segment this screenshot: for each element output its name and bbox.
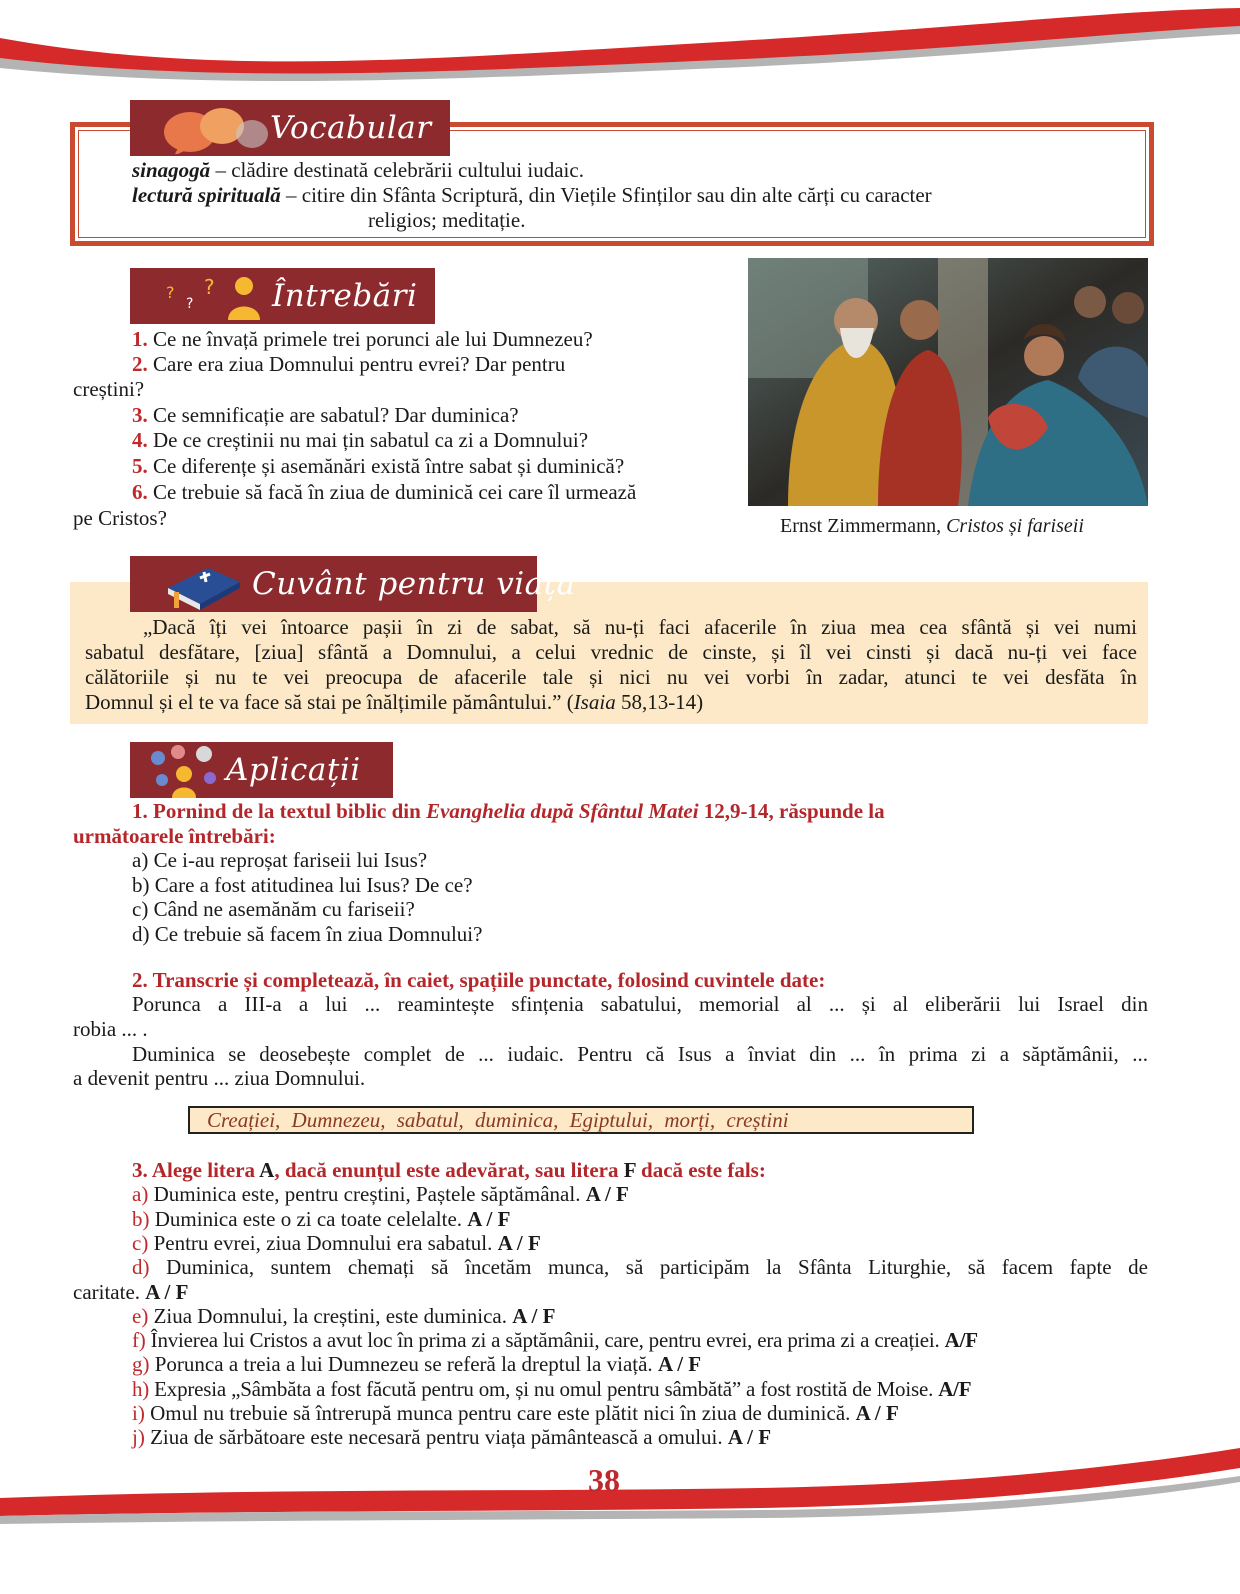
ex3-item-j: j) Ziua de sărbătoare este necesară pentru viața pământească a omului. A / F: [132, 1425, 772, 1449]
question-6-cont: pe Cristos?: [73, 506, 167, 530]
ex3-item-g: g) Porunca a treia a lui Dumnezeu se referă la dreptul la viață. A / F: [132, 1352, 702, 1376]
thinking-person-icon: [148, 744, 228, 798]
vocabulary-header: [130, 100, 450, 156]
ex3-item-c: c) Pentru evrei, ziua Domnului era sabatul. A / F: [132, 1231, 541, 1255]
ex1-title-cont: următoarele întrebări:: [73, 824, 276, 848]
ex1-item-d: d) Ce trebuie să facem în ziua Domnului?: [132, 922, 483, 946]
painting-image: [748, 258, 1148, 506]
ex3-item-h: h) Expresia „Sâmbăta a fost făcută pentru om, și nu omul pentru sâmbătă” a fost rostită de Moise. A/F: [132, 1377, 972, 1401]
question-person-icon: [160, 272, 270, 322]
ex2-p2-line2: a devenit pentru ... ziua Domnului.: [73, 1066, 366, 1090]
ex3-item-a: a) Duminica este, pentru creștini, Paștele săptămânal. A / F: [132, 1182, 629, 1206]
question-5: 5. Ce diferențe și asemănări există între sabat și duminică?: [132, 454, 625, 478]
ex1-item-c: c) Când ne asemănăm cu fariseii?: [132, 897, 415, 921]
top-wave-decoration: [0, 0, 1240, 90]
quote-line-2: sabatul desfătare, [ziua] sfântă a Domnului, a celui vrednic de cinste, și îl vei cinsti și dacă nu-ți vei face: [85, 640, 1137, 664]
ex1-item-b: b) Care a fost atitudinea lui Isus? De ce?: [132, 873, 473, 897]
applications-header: [130, 742, 393, 798]
questions-header: [130, 268, 435, 324]
vocab-definition: – clădire destinată celebrării cultului iudaic.: [215, 158, 584, 182]
bottom-wave-decoration: [0, 1448, 1240, 1594]
ex2-title: 2. Transcrie și completează, în caiet, spațiile punctate, folosind cuvintele date:: [132, 968, 826, 992]
ex3-item-b: b) Duminica este o zi ca toate celelalte. A / F: [132, 1207, 511, 1231]
painting-caption: Ernst Zimmermann, Cristos și fariseii: [780, 515, 1084, 537]
quote-line-1: „Dacă îți vei întoarce pașii în zi de sabat, să nu-ți faci afacerile în ziua mea cea sfântă și vei numi: [143, 615, 1137, 639]
speech-bubbles-icon: [160, 104, 270, 154]
bible-book-icon: [164, 558, 244, 612]
svg-text:?: ?: [186, 296, 194, 312]
question-6: 6. Ce trebuie să facă în ziua de duminică cei care îl urmează: [132, 480, 637, 504]
ex1-title: 1. Pornind de la textul biblic din Evanghelia după Sfântul Matei 12,9-14, răspunde la: [132, 799, 885, 823]
word-bank: Creației, Dumnezeu, sabatul, duminica, Egiptului, morți, creștini: [207, 1108, 789, 1132]
ex3-item-d: d) Duminica, suntem chemați să încetăm munca, să participăm la Sfânta Liturghie, să facem fapte de: [132, 1255, 1148, 1279]
ex3-item-f: f) Învierea lui Cristos a avut loc în prima zi a săptămânii, care, pentru evrei, era prima zi a creației. A/F: [132, 1328, 978, 1352]
ex2-p1-line2: robia ... .: [73, 1017, 148, 1041]
vocab-term: sinagogă: [132, 158, 211, 182]
questions-title: Întrebări: [272, 278, 418, 314]
question-2-cont: creștini?: [73, 377, 145, 401]
word-bank-box: [188, 1106, 974, 1134]
question-4: 4. De ce creștinii nu mai țin sabatul ca zi a Domnului?: [132, 428, 589, 452]
svg-text:?: ?: [166, 283, 175, 302]
vocab-term: lectură spirituală: [132, 183, 281, 207]
ex3-title: 3. Alege litera A, dacă enunțul este adevărat, sau litera F dacă este fals:: [132, 1158, 766, 1182]
quote-line-4: Domnul și el te va face să stai pe înălțimile pământului.” (Isaia 58,13-14): [85, 690, 704, 714]
vocabulary-title: Vocabular: [270, 110, 432, 146]
question-1: 1. Ce ne învață primele trei porunci ale lui Dumnezeu?: [132, 327, 593, 351]
vocab-entry-2: [132, 183, 932, 209]
ex1-item-a: a) Ce i-au reproșat fariseii lui Isus?: [132, 848, 428, 872]
vocab-definition: – citire din Sfânta Scriptură, din Viețile Sfinților sau din alte cărți cu caracter: [286, 183, 932, 207]
question-3: 3. Ce semnificație are sabatul? Dar duminica?: [132, 403, 519, 427]
question-2: 2. Care era ziua Domnului pentru evrei? Dar pentru: [132, 352, 566, 376]
ex3-item-i: i) Omul nu trebuie să întrerupă munca pentru care este plătit nici în ziua de duminică. A / F: [132, 1401, 899, 1425]
vocab-definition-cont: religios; meditație.: [368, 208, 526, 232]
word-for-life-title: Cuvânt pentru viață: [252, 566, 576, 602]
page-number: 38: [588, 1462, 620, 1498]
word-for-life-header: [130, 556, 576, 612]
applications-title: Aplicații: [226, 752, 361, 788]
ex3-item-d-cont: caritate. A / F: [73, 1280, 189, 1304]
svg-text:?: ?: [204, 275, 215, 299]
quote-line-3: călătoriile și nu te vei preocupa de afacerile tale și nici nu vei vorbi în zadar, atunci te vei desfăta în: [85, 665, 1137, 689]
vocab-entry-1: [132, 158, 584, 184]
ex2-p2-line1: Duminica se deosebește complet de ... iudaic. Pentru că Isus a înviat din ... în prima zi a săptămânii, ...: [132, 1042, 1148, 1066]
ex2-p1-line1: Porunca a III-a a lui ... reamintește sfințenia sabatului, memorial al ... și al eliberării lui Israel din: [132, 992, 1148, 1016]
ex3-item-e: e) Ziua Domnului, la creștini, este duminica. A / F: [132, 1304, 556, 1328]
